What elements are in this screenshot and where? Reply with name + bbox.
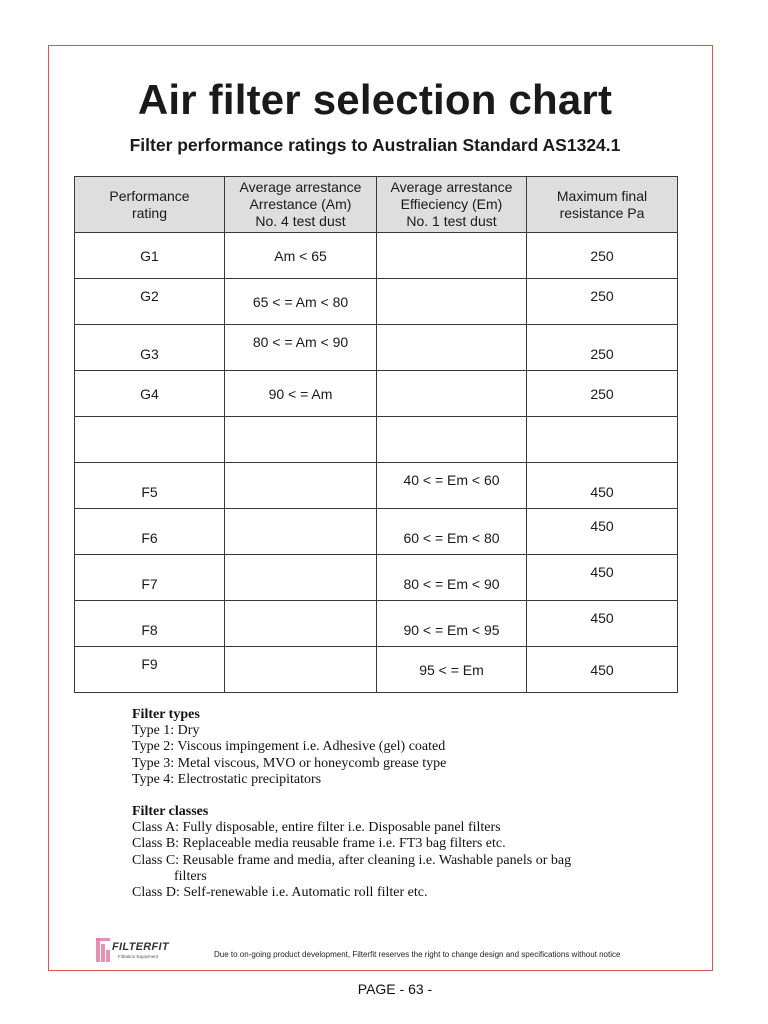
cell-text: G2 (140, 287, 159, 304)
table-row (75, 509, 678, 555)
header-max-resistance (527, 177, 678, 233)
cell-arrestance (225, 325, 377, 371)
filter-class-item: Class D: Self-renewable i.e. Automatic roll filter etc. (132, 885, 428, 901)
cell-text: 450 (590, 661, 614, 678)
filter-notes (132, 707, 692, 901)
filter-type-item: Type 2: Viscous impingement i.e. Adhesive (gel) coated (132, 739, 446, 755)
cell-resistance (527, 601, 678, 647)
cell-arrestance (225, 509, 377, 555)
table-header-row (75, 177, 678, 233)
cell-rating (75, 371, 225, 417)
cell-efficiency (377, 463, 527, 509)
filter-type-item: Type 1: Dry (132, 723, 200, 739)
table-row (75, 647, 678, 693)
header-line: Maximum final (556, 187, 648, 204)
header-line: No. 4 test dust (255, 213, 346, 229)
table-row (75, 371, 678, 417)
cell-arrestance (225, 555, 377, 601)
cell-rating (75, 233, 225, 279)
cell-text: 250 (590, 247, 614, 264)
header-efficiency (377, 177, 527, 233)
cell-arrestance (225, 417, 377, 463)
cell-text: 250 (590, 287, 614, 304)
cell-text: G4 (140, 385, 159, 402)
cell-efficiency (377, 371, 527, 417)
cell-efficiency (377, 647, 527, 693)
disclaimer-text: Due to on-going product development, Filterfit reserves the right to change design and specifications without notice (214, 950, 621, 959)
cell-resistance (527, 509, 678, 555)
cell-arrestance (225, 647, 377, 693)
cell-resistance (527, 555, 678, 601)
table-row (75, 555, 678, 601)
cell-arrestance (225, 233, 377, 279)
cell-text: 65 < = Am < 80 (252, 293, 349, 310)
cell-resistance (527, 233, 678, 279)
filter-types-heading: Filter types (132, 707, 200, 722)
cell-text: 450 (590, 517, 614, 534)
cell-text: 90 < = Am (268, 385, 333, 402)
cell-arrestance (225, 463, 377, 509)
cell-text: 450 (590, 609, 614, 626)
cell-efficiency (377, 601, 527, 647)
filter-ratings-table (74, 176, 678, 693)
cell-rating (75, 601, 225, 647)
cell-text: G3 (140, 345, 159, 362)
header-line: No. 1 test dust (406, 213, 497, 229)
cell-resistance (527, 463, 678, 509)
filter-class-item: Class A: Fully disposable, entire filter i.e. Disposable panel filters (132, 820, 501, 836)
cell-text: F5 (141, 483, 158, 500)
cell-rating (75, 325, 225, 371)
header-line: Arrestance (Am) (249, 196, 352, 212)
cell-arrestance (225, 371, 377, 417)
cell-arrestance (225, 601, 377, 647)
table-row (75, 233, 678, 279)
cell-resistance (527, 417, 678, 463)
cell-text: F7 (141, 575, 158, 592)
cell-arrestance (225, 279, 377, 325)
cell-resistance (527, 325, 678, 371)
table-row (75, 601, 678, 647)
cell-text: 90 < = Em < 95 (403, 621, 500, 638)
cell-efficiency (377, 325, 527, 371)
table-row (75, 279, 678, 325)
filter-classes-heading: Filter classes (132, 804, 209, 820)
table-row (75, 463, 678, 509)
filter-type-item: Type 3: Metal viscous, MVO or honeycomb grease type (132, 755, 447, 771)
cell-efficiency (377, 555, 527, 601)
cell-text: 60 < = Em < 80 (403, 529, 500, 546)
filterfit-logo (96, 938, 206, 964)
cell-rating (75, 509, 225, 555)
logo-name: FILTERFIT (112, 941, 169, 953)
table-row (75, 325, 678, 371)
cell-text: 80 < = Em < 90 (403, 575, 500, 592)
table-row-empty (75, 417, 678, 463)
cell-text: F9 (141, 655, 158, 672)
cell-text: 40 < = Em < 60 (403, 471, 500, 488)
header-arrestance (225, 177, 377, 233)
header-line: Average arrestance (239, 179, 362, 195)
cell-rating (75, 463, 225, 509)
cell-text: F8 (141, 621, 158, 638)
page-number: PAGE - 63 - (357, 981, 433, 997)
cell-text: 95 < = Em (419, 661, 484, 678)
page-title: Air filter selection chart (137, 76, 613, 123)
cell-efficiency (377, 417, 527, 463)
cell-efficiency (377, 509, 527, 555)
cell-rating (75, 647, 225, 693)
cell-text: 80 < = Am < 90 (252, 333, 349, 350)
cell-text: G1 (140, 247, 159, 264)
filter-class-item: Class B: Replaceable media reusable frame i.e. FT3 bag filters etc. (132, 836, 506, 852)
cell-text: Am < 65 (274, 247, 327, 264)
filter-class-item-continued: filters (174, 868, 207, 884)
logo-tagline: Filtration Equipment (118, 954, 159, 959)
cell-rating (75, 279, 225, 325)
cell-text: 250 (590, 385, 614, 402)
cell-text: 450 (590, 563, 614, 580)
cell-text: 250 (590, 345, 614, 362)
filter-type-item: Type 4: Electrostatic precipitators (132, 771, 322, 787)
header-performance-rating (75, 177, 225, 233)
cell-resistance (527, 647, 678, 693)
header-line: rating (131, 204, 168, 221)
cell-resistance (527, 371, 678, 417)
cell-text: F6 (141, 529, 158, 546)
cell-efficiency (377, 279, 527, 325)
notes-spacer (132, 788, 692, 804)
header-line: resistance Pa (559, 204, 645, 221)
cell-rating (75, 417, 225, 463)
header-line: Average arrestance (390, 179, 513, 195)
page-subtitle: Filter performance ratings to Australian Standard AS1324.1 (129, 135, 621, 155)
header-line: Performance (109, 187, 190, 204)
filter-class-item: Class C: Reusable frame and media, after cleaning i.e. Washable panels or bag (132, 852, 572, 868)
cell-rating (75, 555, 225, 601)
cell-efficiency (377, 233, 527, 279)
cell-text: 450 (590, 483, 614, 500)
cell-resistance (527, 279, 678, 325)
header-line: Effieciency (Em) (400, 196, 503, 212)
